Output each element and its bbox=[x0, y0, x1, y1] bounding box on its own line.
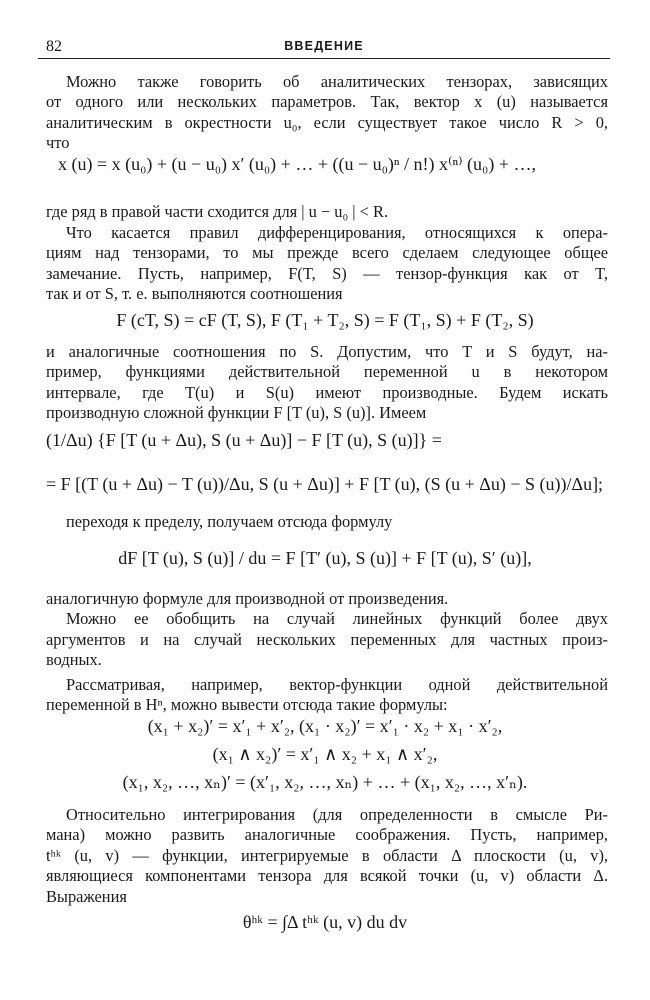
text-line: Рассматривая, например, вектор-функции одной действительной bbox=[66, 674, 608, 694]
paragraph-analytic-tensors bbox=[46, 72, 608, 154]
formula-difference-quotient bbox=[46, 430, 616, 451]
paragraph-composite-function bbox=[46, 342, 608, 424]
paragraph-integration bbox=[46, 805, 608, 907]
formula-integral bbox=[0, 912, 650, 933]
text-line: что bbox=[46, 133, 70, 153]
text-line: Относительно интегрирования (для определенности в смысле Ри- bbox=[66, 805, 608, 824]
text-line: аналогичную формуле для производной от произведения. bbox=[46, 589, 449, 608]
text-line: переходя к пределу, получаем отсюда формулу bbox=[66, 512, 393, 531]
text-line: циям над тензорами, то мы прежде всего сделаем следующее общее bbox=[46, 243, 608, 263]
text-line: Можно ее обобщить на случай линейных функций более двух bbox=[66, 609, 608, 629]
text-line: от одного или нескольких параметров. Так, вектор x (u) называется bbox=[46, 92, 608, 112]
formula-text: dF [T (u), S (u)] / du = F [T′ (u), S (u)] + F [T (u), S′ (u)], bbox=[118, 548, 532, 568]
page-number: 82 bbox=[46, 38, 62, 55]
running-head: ВВЕДЕНИЕ bbox=[284, 39, 364, 53]
formula-text: (x₁, x₂, …, xₙ)′ = (x′₁, x₂, …, xₙ) + … + (x₁, x₂, …, x′ₙ). bbox=[122, 772, 528, 792]
formula-difference-expanded bbox=[46, 474, 616, 495]
text-line: так и от S, т. е. выполняются соотношения bbox=[46, 284, 343, 304]
text-line: замечание. Пусть, например, F(T, S) — тензор-функция как от T, bbox=[46, 263, 608, 283]
text-line: являющиеся компонентами тензора для всякой точки (u, v) области Δ. bbox=[46, 866, 608, 886]
text-line: аргументов и на случай нескольких переменных для частных произ- bbox=[46, 629, 608, 649]
formula-vector-multilinear bbox=[0, 772, 650, 793]
formula-text: = F [(T (u + Δu) − T (u))/Δu, S (u + Δu)] + F [T (u), (S (u + Δu) − S (u))/Δu]; bbox=[46, 474, 604, 494]
text-line: Что касается правил дифференцирования, относящихся к опера- bbox=[66, 223, 608, 242]
text-line: и аналогичные соотношения по S. Допустим, что T и S будут, на- bbox=[46, 342, 608, 361]
text-line: мана) можно развить аналогичные соображения. Пусть, например, bbox=[46, 825, 608, 845]
formula-vector-sum-product bbox=[0, 716, 650, 737]
page-header bbox=[38, 38, 610, 59]
text-line: Можно также говорить об аналитических тензорах, зависящих bbox=[66, 72, 608, 91]
text-line: производную сложной функции F [T (u), S (u)]. Имеем bbox=[46, 403, 427, 423]
text-line: где ряд в правой части сходится для | u − u₀ | < R. bbox=[46, 202, 389, 221]
text-line: tʰᵏ (u, v) — функции, интегрируемые в области Δ плоскости (u, v), bbox=[46, 845, 608, 865]
text-line: водных. bbox=[46, 650, 102, 670]
formula-taylor-series bbox=[58, 154, 618, 175]
text-line: Выражения bbox=[46, 886, 127, 906]
text-line: переменной в Hⁿ, можно вывести отсюда такие формулы: bbox=[46, 695, 448, 715]
text-line: пример, функциями действительной переменной u в некотором bbox=[46, 362, 608, 382]
paragraph-limit bbox=[46, 512, 608, 532]
formula-derivative bbox=[0, 548, 650, 569]
paragraph-differentiation-rules bbox=[46, 223, 608, 305]
formula-text: F (cT, S) = cF (T, S), F (T₁ + T₂, S) = F (T₁, S) + F (T₂, S) bbox=[116, 310, 534, 330]
paragraph-generalization bbox=[46, 589, 608, 715]
text-line: аналитическим в окрестности u₀, если существует такое число R > 0, bbox=[46, 112, 608, 132]
formula-text: (x₁ ∧ x₂)′ = x′₁ ∧ x₂ + x₁ ∧ x′₂, bbox=[212, 744, 438, 764]
formula-text: x (u) = x (u₀) + (u − u₀) x′ (u₀) + … + ((u − u₀)ⁿ / n!) x⁽ⁿ⁾ (u₀) + …, bbox=[58, 154, 536, 174]
formula-text: (1/Δu) {F [T (u + Δu), S (u + Δu)] − F [T (u), S (u)]} = bbox=[46, 430, 442, 450]
formula-vector-wedge bbox=[0, 744, 650, 765]
formula-linearity bbox=[0, 310, 650, 331]
formula-text: (x₁ + x₂)′ = x′₁ + x′₂, (x₁ · x₂)′ = x′₁ · x₂ + x₁ · x′₂, bbox=[147, 716, 503, 736]
formula-text: θʰᵏ = ∫Δ tʰᵏ (u, v) du dv bbox=[242, 912, 408, 932]
text-line: интервале, где T(u) и S(u) имеют производные. Будем искать bbox=[46, 382, 608, 402]
paragraph-convergence bbox=[46, 202, 608, 222]
